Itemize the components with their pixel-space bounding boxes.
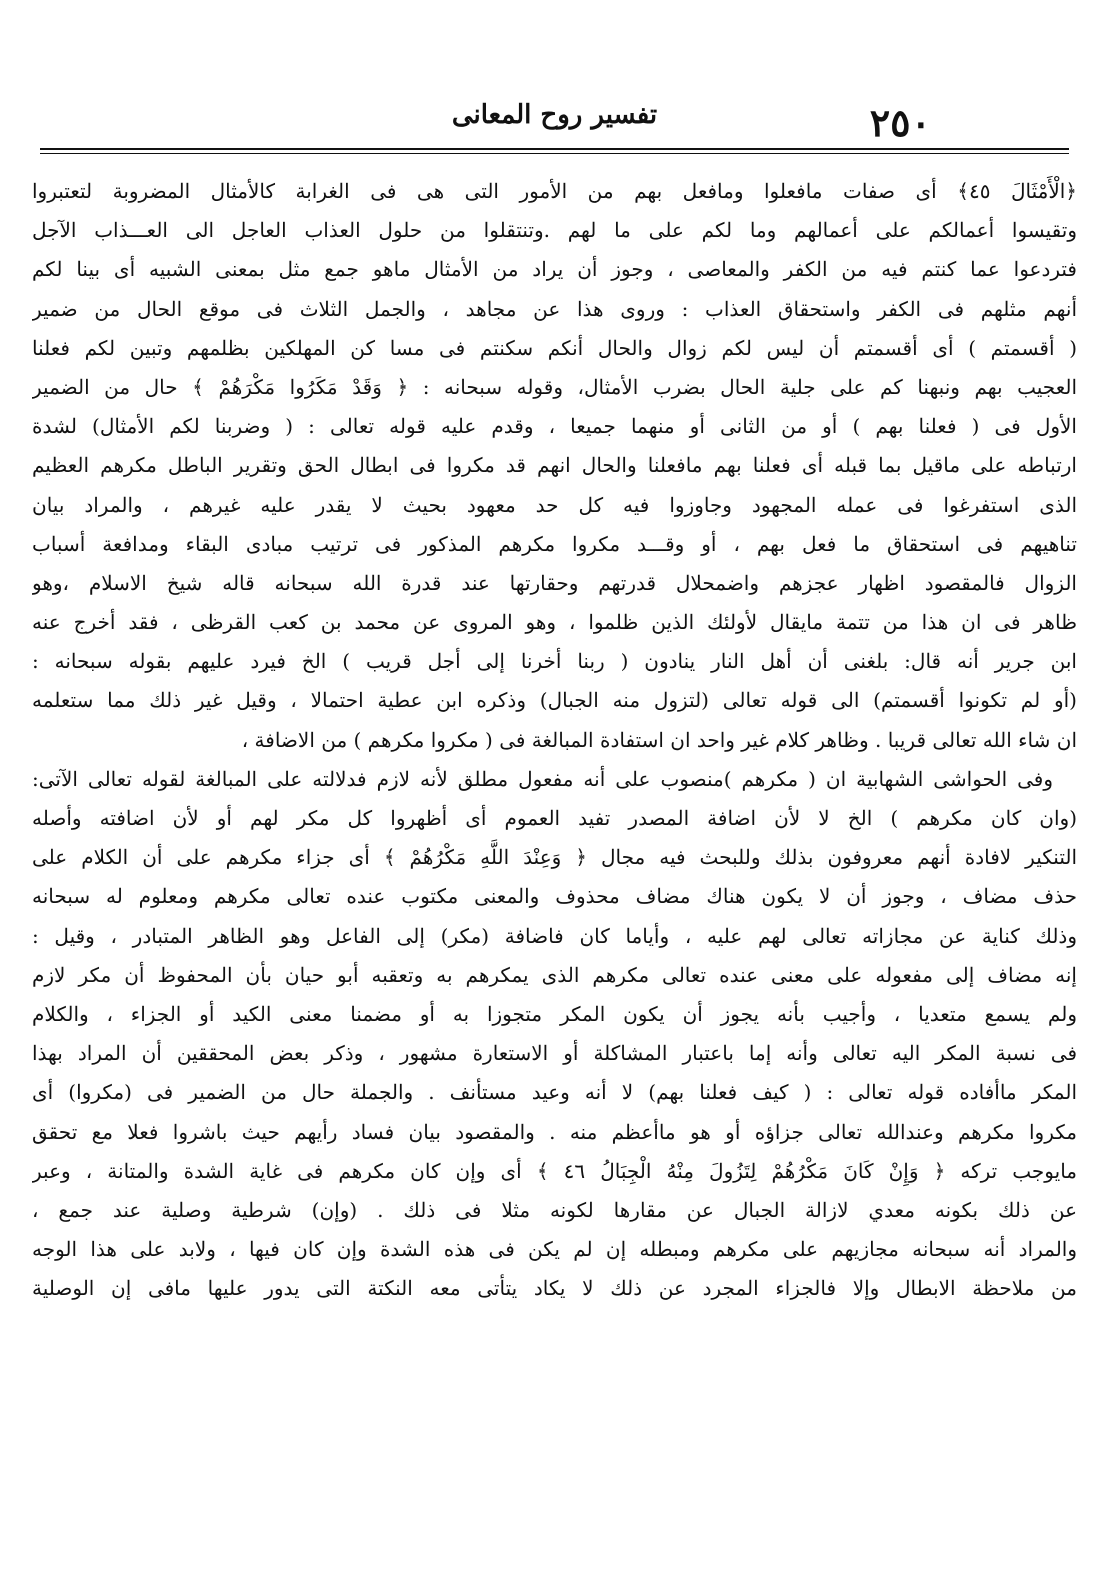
text-line: وتقيسوا أعمالكم على أعمالهم وما لكم على ما لهم .وتنتقلوا من حلول العذاب العاجل الى العـــذاب الآجل <box>32 218 1077 243</box>
text-line: التنكير لافادة أنهم معروفون بذلك وللبحث فيه مجال ﴿ وَعِنْدَ اللَّهِ مَكْرُهُمْ ﴾ أى جزاء مكرهم على أن الكلام على <box>32 845 1077 870</box>
header-rule-thin <box>40 153 1069 154</box>
text-line: ولم يسمع متعديا ، وأجيب بأنه يجوز أن يكون المكر متجوزا به أو مضمنا معنى الكيد أو الجزاء ، والكلام <box>32 1001 1077 1026</box>
text-line: عن ذلك بكونه معدي لازالة الجبال عن مقارها لكونه مثلا فى ذلك . (وإن) شرطية وصلية عند جمع ، <box>32 1197 1077 1222</box>
text-line: والمراد أنه سبحانه مجازيهم على مكرهم ومبطله إن لم يكن فى هذه الشدة وإن كان فيها ، ولابد على هذا الوجه <box>32 1237 1077 1262</box>
text-line: العجيب بهم ونبهنا كم على جلية الحال بضرب الأمثال، وقوله سبحانه : ﴿ وَقَدْ مَكَرُوا مَكْرَهُمْ ﴾ حال من الضمير <box>32 374 1077 399</box>
text-line: وذلك كناية عن مجازاته تعالى لهم عليه ، وأياما كان فاضافة (مكر) إلى الفاعل وهو الظاهر المتبادر ، وقيل : <box>32 923 1077 948</box>
text-line: تناهيهم فى استحقاق ما فعل بهم ، أو وقـــد مكروا مكرهم المذكور فى ترتيب مبادى البقاء ومدافعة أسباب <box>32 531 1077 556</box>
text-line: ظاهر فى ان هذا من تتمة مايقال لأولئك الذين ظلموا ، وهو المروى عن محمد بن كعب القرظى ، فقد أخرج عنه <box>32 610 1077 635</box>
text-line: ( أقسمتم ) أى أقسمتم أن ليس لكم زوال والحال أنكم سكنتم فى مسا كن المهلكين بظلمهم وتبين لكم فعلنا <box>32 335 1077 360</box>
text-line: ابن جرير أنه قال: بلغنى أن أهل النار ينادون ( ربنا أخرنا إلى أجل قريب ) الخ فيرد عليهم بقوله سبحانه : <box>32 649 1077 674</box>
text-line: إنه مضاف إلى مفعوله على معنى عنده تعالى مكرهم الذى يمكرهم به وتعقبه أبو حيان بأن المحفوظ أن مكر لازم <box>32 962 1077 987</box>
text-line: مكروا مكرهم وعندالله تعالى جزاؤه أو هو ماأعظم منه . والمقصود بيان فساد رأيهم حيث باشروا فعلا مع تحقق <box>32 1119 1077 1144</box>
page-header <box>40 92 1069 144</box>
text-line: أنهم مثلهم فى الكفر واستحقاق العذاب : وروى هذا عن مجاهد ، والجمل الثلاث فى موقع الحال من ضمير <box>32 296 1077 321</box>
text-line: المكر ماأفاده قوله تعالى : ( كيف فعلنا بهم) لا أنه وعيد مستأنف . والجملة حال من الضمير فى (مكروا) أى <box>32 1080 1077 1105</box>
text-line: (أو لم تكونوا أقسمتم) الى قوله تعالى (لتزول منه الجبال) وذكره ابن عطية احتمالا ، وقيل غير ذلك مما ستعلمه <box>32 688 1077 713</box>
page-number: ٢٥٠ <box>869 100 931 145</box>
text-line: حذف مضاف ، وجوز أن لا يكون هناك مضاف محذوف والمعنى مكتوب عنده تعالى مكرهم ومعلوم له سبحانه <box>32 884 1077 909</box>
text-line: مايوجب تركه ﴿ وَإِنْ كَانَ مَكْرُهُمْ لِتَزُولَ مِنْهُ الْجِبَالُ ٤٦ ﴾ أى وإن كان مكرهم فى غاية الشدة والمتانة ، وعبر <box>32 1158 1077 1183</box>
text-line: فى نسبة المكر اليه تعالى وأنه إما باعتبار المشاكلة أو الاستعارة مشهور ، وذكر بعض المحققين أن المراد بهذا <box>32 1041 1077 1066</box>
text-line: فتردعوا عما كنتم فيه من الكفر والمعاصى ، وجوز أن يراد من الأمثال ماهو جمع مثل بمعنى الشبيه أى بينا لكم <box>32 257 1077 282</box>
text-line: الزوال فالمقصود اظهار عجزهم واضمحلال قدرتهم وحقارتها عند قدرة الله سبحانه قاله شيخ الاسلام ،وهو <box>32 570 1077 595</box>
text-line: من ملاحظة الابطال وإلا فالجزاء المجرد عن ذلك لا يكاد يتأتى معه النكتة التى يدور عليها مافى إن الوصلية <box>32 1276 1077 1301</box>
text-line: الأول فى ( فعلنا بهم ) أو من الثانى أو منهما جميعا ، وقدم عليه قوله تعالى : ( وضربنا لكم الأمثال) لشدة <box>32 414 1077 439</box>
header-rule <box>40 148 1069 150</box>
text-line: وفى الحواشى الشهابية ان ( مكرهم )منصوب على أنه مفعول مطلق لأنه لازم فدلالته على المبالغة لقوله تعالى الآتى: <box>32 766 1053 791</box>
text-line: ان شاء الله تعالى قريبا . وظاهر كلام غير واحد ان استفادة المبالغة فى ( مكروا مكرهم ) من الاضافة ، <box>241 727 1077 752</box>
text-line: ﴿الْأَمْثَالَ ٤٥﴾ أى صفات مافعلوا ومافعل بهم من الأمور التى هى فى الغرابة كالأمثال المضروبة لتعتبروا <box>32 179 1077 203</box>
text-line: (وان كان مكرهم ) الخ لا لأن اضافة المصدر تفيد العموم أى أظهروا كل مكر لهم أو لأن اضافته وأصله <box>32 806 1077 830</box>
text-line: الذى استفرغوا فى عمله المجهود وجاوزوا فيه كل حد معهود بحيث لا يقدر عليه غيرهم ، والمراد بيان <box>32 492 1077 517</box>
body-text <box>32 172 1077 1308</box>
running-title: تفسير روح المعانى <box>451 100 658 130</box>
text-line: ارتباطه على ماقيل بما قبله أى فعلنا بهم مافعلنا والحال انهم قد مكروا فى ابطال الحق وتقرير الباطل مكرهم العظيم <box>32 453 1077 478</box>
